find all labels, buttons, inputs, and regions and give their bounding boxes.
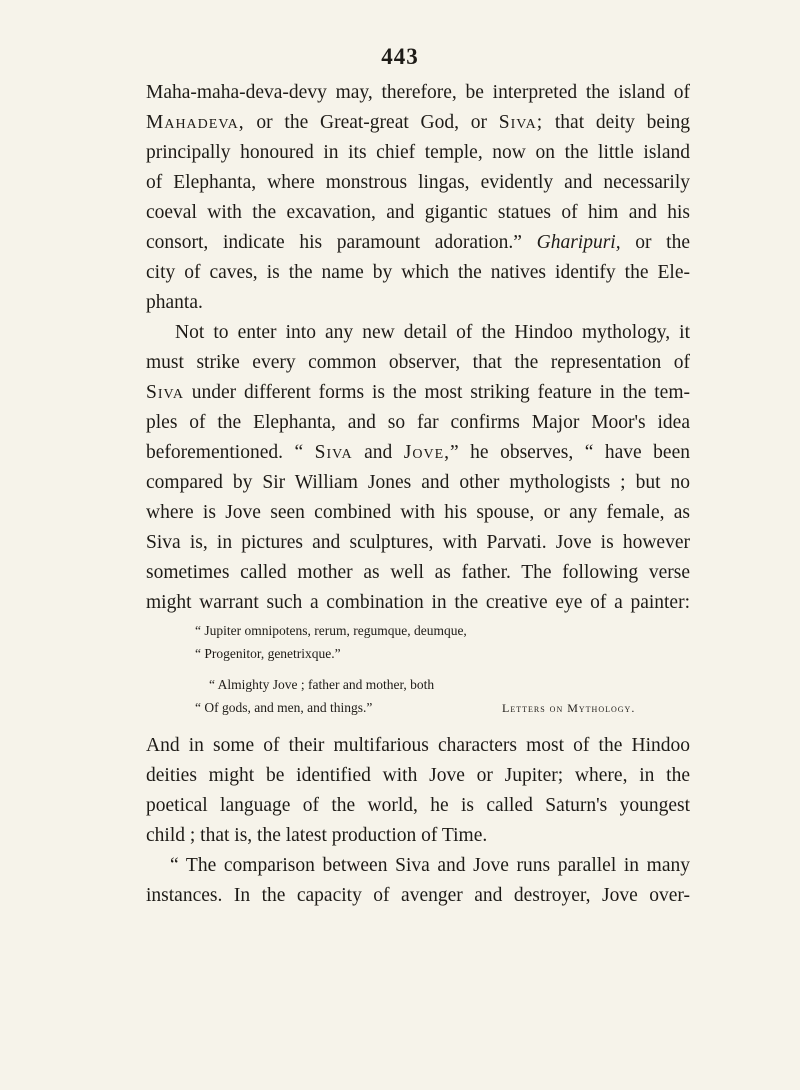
deity-name: Siva bbox=[146, 382, 184, 403]
text-span: beforementioned. “ bbox=[146, 442, 315, 463]
text-line: phanta. bbox=[146, 292, 203, 313]
verse-line: “ Of gods, and men, and things.” bbox=[195, 700, 373, 715]
text-line: where is Jove seen combined with his spouse, or any female, as bbox=[146, 502, 690, 523]
text-line: sometimes called mother as well as father. The following verse bbox=[146, 562, 690, 583]
text-line: Maha-maha-deva-devy may, therefore, be interpreted the island of bbox=[146, 82, 690, 103]
text-line: of Elephanta, where monstrous lingas, evidently and necessarily bbox=[146, 172, 690, 193]
text-span: or the Great-great God, or bbox=[244, 112, 499, 133]
text-line: Not to enter into any new detail of the Hindoo mythology, it bbox=[175, 322, 690, 343]
text-line: coeval with the excavation, and gigantic statues of him and his bbox=[146, 202, 690, 223]
text-span: and bbox=[352, 442, 404, 463]
text-line: principally honoured in its chief temple, now on the little island bbox=[146, 142, 690, 163]
text-span: consort, indicate his paramount adoration.” bbox=[146, 232, 537, 253]
text-span: under different forms is the most striking feature in the tem- bbox=[183, 382, 690, 403]
text-span: ” he observes, “ have been bbox=[450, 442, 690, 463]
page-number: 443 bbox=[381, 44, 419, 69]
text-line: must strike every common observer, that the representation of bbox=[146, 352, 690, 373]
verse-line: “ Progenitor, genetrixque.” bbox=[195, 646, 341, 661]
deity-name: Mahadeva, bbox=[146, 112, 245, 133]
verse-attribution: Letters on Mythology. bbox=[502, 701, 636, 715]
text-line: poetical language of the world, he is called Saturn's youngest bbox=[146, 795, 690, 816]
deity-name: Siva bbox=[314, 442, 353, 463]
text-span: that deity being bbox=[543, 112, 690, 133]
text-line bbox=[146, 438, 690, 468]
deity-name: Siva; bbox=[498, 112, 544, 133]
deity-name: Jove, bbox=[403, 442, 451, 463]
text-line: “ The comparison between Siva and Jove runs parallel in many bbox=[170, 855, 690, 876]
text-line: And in some of their multifarious characters most of the Hindoo bbox=[146, 735, 690, 756]
text-line bbox=[146, 108, 690, 138]
text-line: deities might be identified with Jove or Jupiter; where, in the bbox=[146, 765, 690, 786]
text-span: or the bbox=[620, 232, 690, 253]
verse-line: “ Almighty Jove ; father and mother, both bbox=[209, 677, 435, 692]
text-line bbox=[146, 228, 690, 258]
text-line bbox=[146, 378, 690, 408]
text-line: might warrant such a combination in the creative eye of a painter: bbox=[146, 592, 690, 613]
text-line: instances. In the capacity of avenger and destroyer, Jove over- bbox=[146, 885, 690, 906]
text-line: compared by Sir William Jones and other mythologists ; but no bbox=[146, 472, 690, 493]
text-line: city of caves, is the name by which the natives identify the Ele- bbox=[146, 262, 690, 283]
italic-term: Gharipuri, bbox=[536, 232, 621, 253]
text-line: Siva is, in pictures and sculptures, with Parvati. Jove is however bbox=[146, 532, 690, 553]
text-line: ples of the Elephanta, and so far confirms Major Moor's idea bbox=[146, 412, 690, 433]
verse-line: “ Jupiter omnipotens, rerum, regumque, deumque, bbox=[195, 623, 467, 638]
text-line: child ; that is, the latest production of Time. bbox=[146, 825, 488, 846]
